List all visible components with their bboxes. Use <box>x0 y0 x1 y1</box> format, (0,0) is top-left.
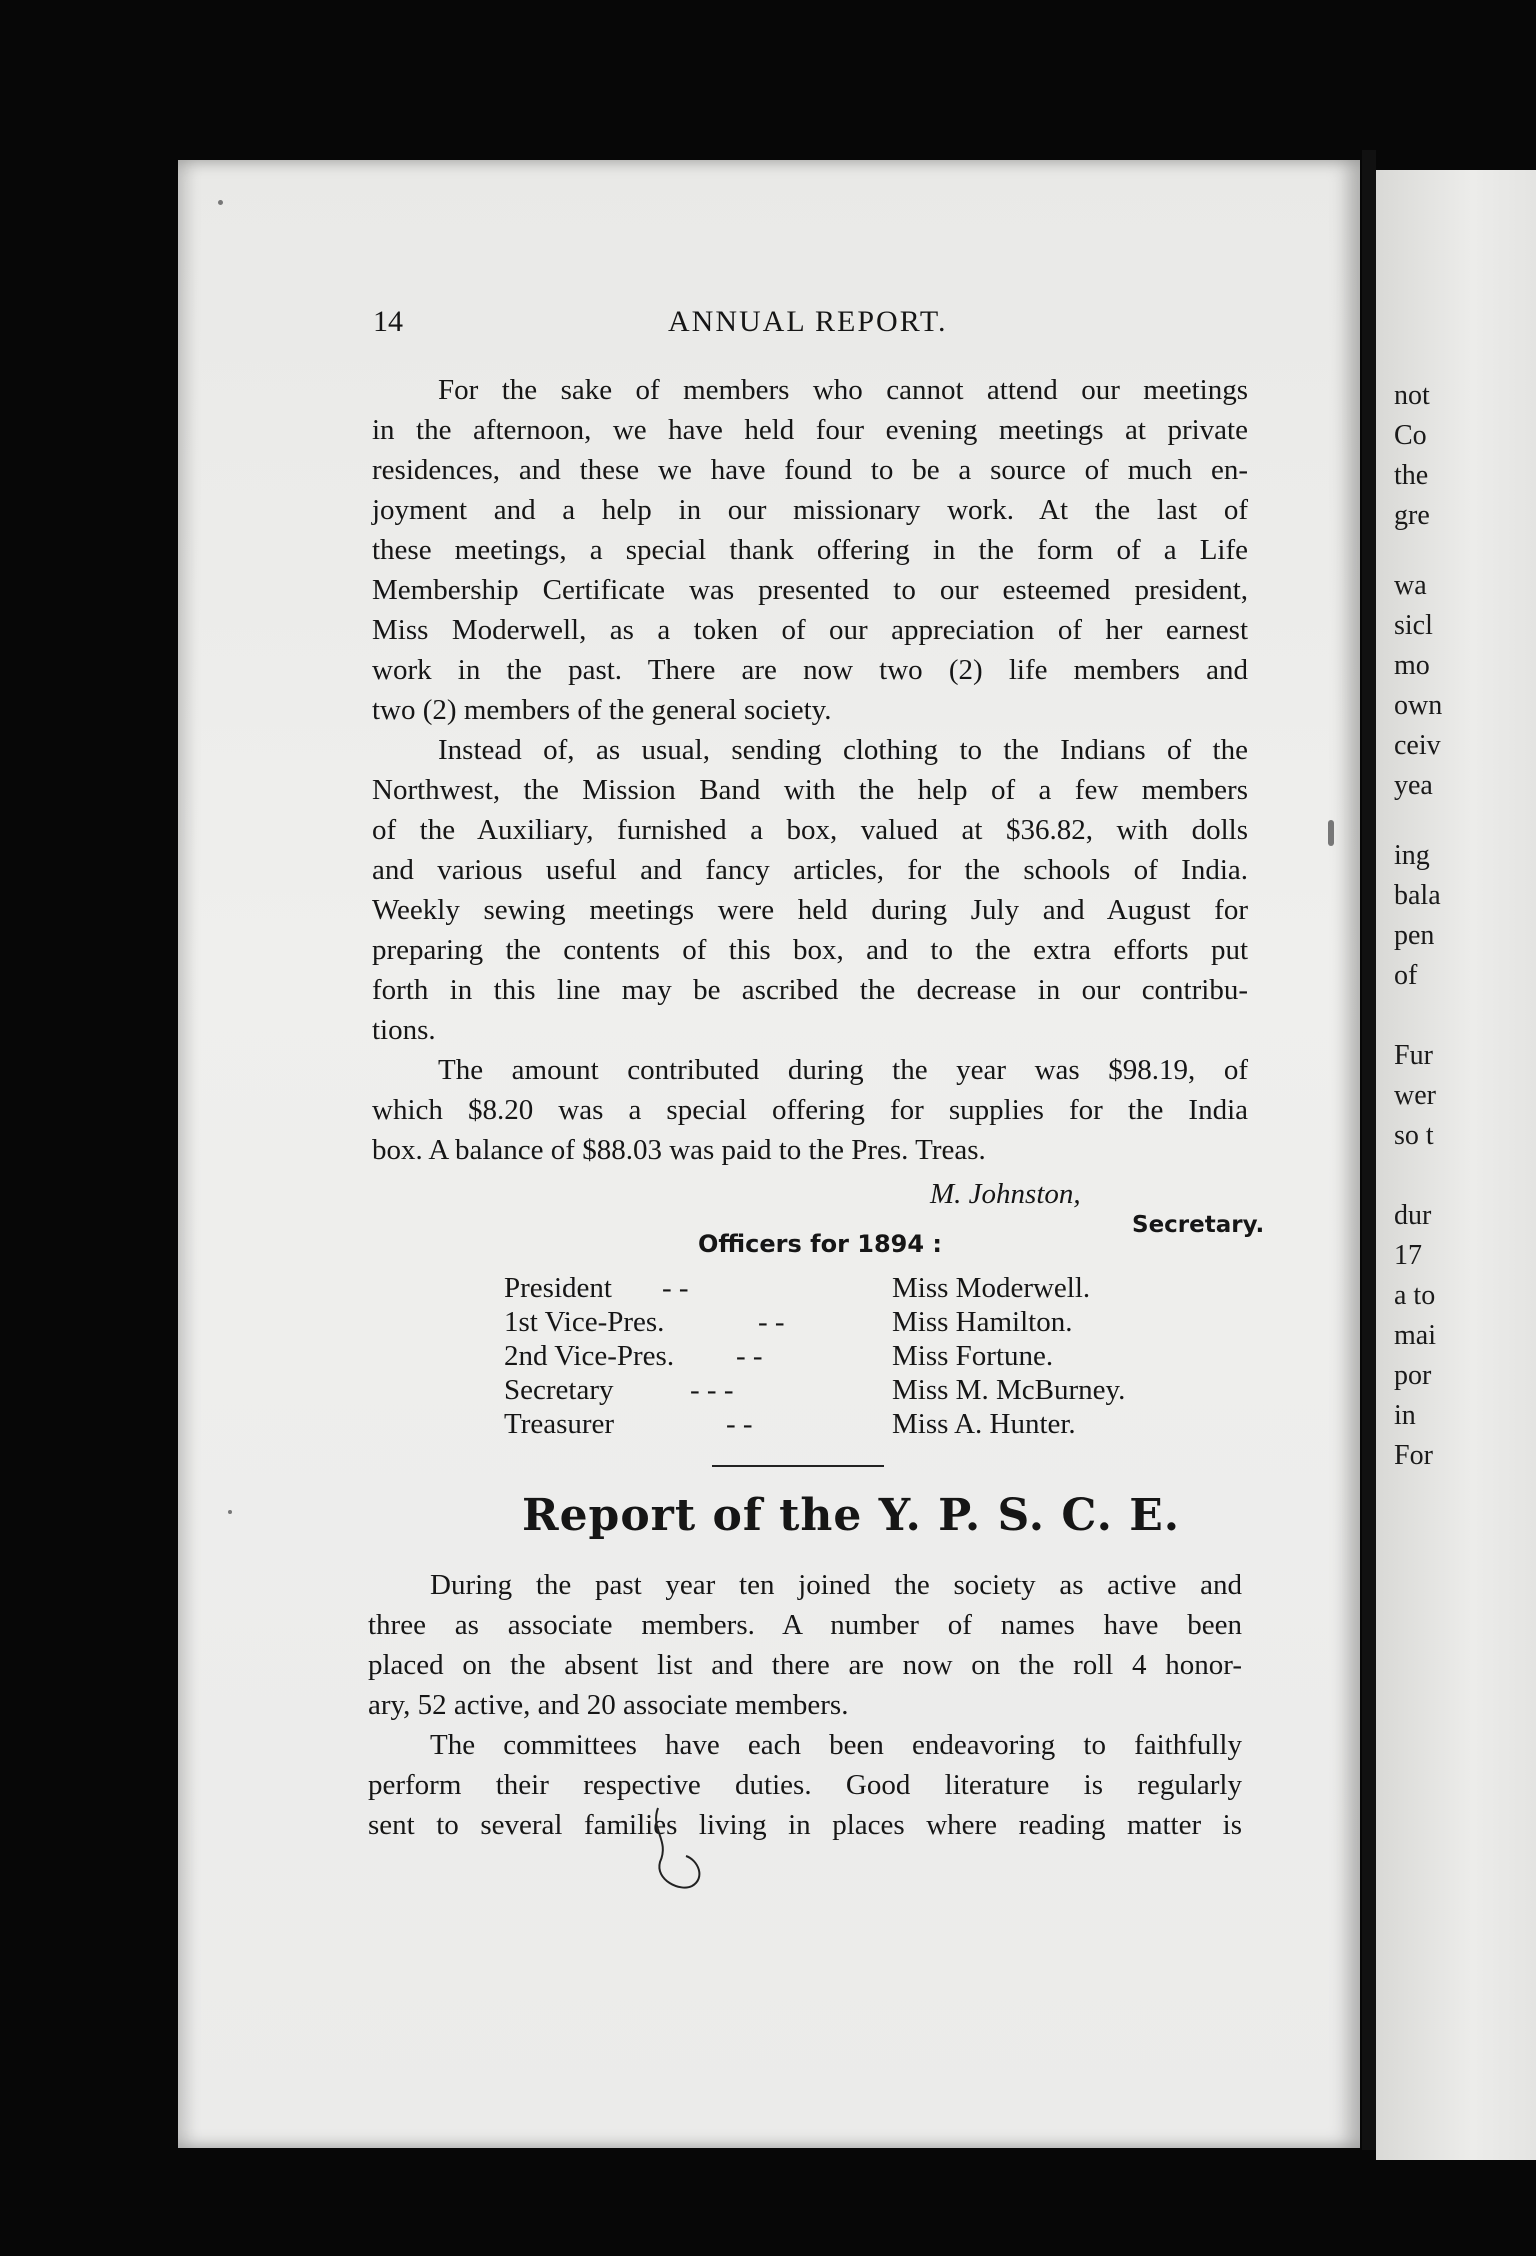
facing-fragment: in <box>1394 1400 1416 1431</box>
facing-fragment: own <box>1394 690 1443 721</box>
body-line: The amount contributed during the year was $98.19, of <box>438 1054 1248 1086</box>
scan-speck <box>228 1510 232 1514</box>
officers-heading: Officers for 1894 : <box>698 1230 943 1258</box>
facing-fragment: a to <box>1394 1280 1436 1311</box>
signature-title: Secretary. <box>1132 1212 1265 1238</box>
officer-row <box>504 1272 1264 1306</box>
body-line: which $8.20 was a special offering for supplies for the India <box>372 1094 1248 1126</box>
officer-dashes: - - <box>736 1340 763 1372</box>
scan-speck <box>1328 820 1334 846</box>
officer-dashes: - - <box>726 1408 753 1440</box>
book-gutter <box>1362 150 1376 2150</box>
facing-fragment: so t <box>1394 1120 1434 1151</box>
body-line: Northwest, the Mission Band with the help of a few members <box>372 774 1248 806</box>
officer-row <box>504 1340 1264 1374</box>
facing-fragment: of <box>1394 960 1418 991</box>
officer-role: Secretary <box>504 1374 614 1406</box>
body-line: preparing the contents of this box, and to the extra efforts put <box>372 934 1248 966</box>
body-line: ary, 52 active, and 20 associate members. <box>368 1689 849 1721</box>
body-line: and various useful and fancy articles, for the schools of India. <box>372 854 1248 886</box>
body-line: Membership Certificate was presented to our esteemed president, <box>372 574 1248 606</box>
officer-row <box>504 1306 1264 1340</box>
body-line: placed on the absent list and there are now on the roll 4 honor- <box>368 1649 1242 1681</box>
page-number: 14 <box>373 305 403 338</box>
facing-fragment: For <box>1394 1440 1433 1471</box>
body-line: During the past year ten joined the society as active and <box>430 1569 1242 1601</box>
officer-dashes: - - <box>662 1272 689 1304</box>
officer-role: Treasurer <box>504 1408 615 1440</box>
facing-fragment: por <box>1394 1360 1432 1391</box>
officer-name: Miss Moderwell. <box>892 1272 1091 1304</box>
body-line: tions. <box>372 1014 436 1046</box>
body-line: The committees have each been endeavoring to faithfully <box>430 1729 1242 1761</box>
facing-fragment: gre <box>1394 500 1430 531</box>
body-line: residences, and these we have found to be a source of much en- <box>372 454 1248 486</box>
officer-name: Miss Hamilton. <box>892 1306 1073 1338</box>
body-line: box. A balance of $88.03 was paid to the Pres. Treas. <box>372 1134 986 1166</box>
body-line: Instead of, as usual, sending clothing to the Indians of the <box>438 734 1248 766</box>
officer-dashes: - - <box>758 1306 785 1338</box>
ink-scribble <box>640 1800 720 1900</box>
facing-fragment: Fur <box>1394 1040 1433 1071</box>
officer-role: 1st Vice-Pres. <box>504 1306 665 1338</box>
officer-name: Miss A. Hunter. <box>892 1408 1076 1440</box>
facing-fragment: yea <box>1394 770 1433 801</box>
officer-row <box>504 1408 1264 1442</box>
body-line: of the Auxiliary, furnished a box, valued at $36.82, with dolls <box>372 814 1248 846</box>
facing-fragment: ceiv <box>1394 730 1441 761</box>
facing-fragment: mai <box>1394 1320 1436 1351</box>
body-line: forth in this line may be ascribed the decrease in our contribu- <box>372 974 1248 1006</box>
facing-fragment: the <box>1394 460 1429 491</box>
officer-role: 2nd Vice-Pres. <box>504 1340 675 1372</box>
facing-fragment: pen <box>1394 920 1435 951</box>
body-line: joyment and a help in our missionary work. At the last of <box>372 494 1248 526</box>
facing-fragment: wer <box>1394 1080 1436 1111</box>
body-line: work in the past. There are now two (2) life members and <box>372 654 1248 686</box>
section-divider <box>712 1465 884 1467</box>
scan-speck <box>218 200 223 205</box>
facing-page-edge <box>1376 170 1536 2160</box>
facing-fragment: not <box>1394 380 1430 411</box>
facing-fragment: wa <box>1394 570 1427 601</box>
officer-name: Miss M. McBurney. <box>892 1374 1126 1406</box>
facing-fragment: sicl <box>1394 610 1433 641</box>
body-line: Weekly sewing meetings were held during July and August for <box>372 894 1248 926</box>
body-line: Miss Moderwell, as a token of our appreciation of her earnest <box>372 614 1248 646</box>
officer-dashes: - - - <box>690 1374 734 1406</box>
report-heading: Report of the Y. P. S. C. E. <box>522 1490 1181 1541</box>
signature-name: M. Johnston, <box>930 1178 1081 1210</box>
facing-fragment: bala <box>1394 880 1441 911</box>
officer-name: Miss Fortune. <box>892 1340 1054 1372</box>
body-line: perform their respective duties. Good literature is regularly <box>368 1769 1242 1801</box>
body-line: these meetings, a special thank offering in the form of a Life <box>372 534 1248 566</box>
officer-row <box>504 1374 1264 1408</box>
body-line: two (2) members of the general society. <box>372 694 832 726</box>
facing-fragment: dur <box>1394 1200 1432 1231</box>
facing-fragment: ing <box>1394 840 1430 871</box>
body-line: three as associate members. A number of names have been <box>368 1609 1242 1641</box>
facing-fragment: 17 <box>1394 1240 1422 1271</box>
officer-role: President <box>504 1272 612 1304</box>
facing-fragment: mo <box>1394 650 1430 681</box>
running-head: ANNUAL REPORT. <box>668 305 948 338</box>
facing-fragment: Co <box>1394 420 1427 451</box>
body-line: sent to several families living in places where reading matter is <box>368 1809 1242 1841</box>
body-line: For the sake of members who cannot attend our meetings <box>438 374 1248 406</box>
body-line: in the afternoon, we have held four evening meetings at private <box>372 414 1248 446</box>
